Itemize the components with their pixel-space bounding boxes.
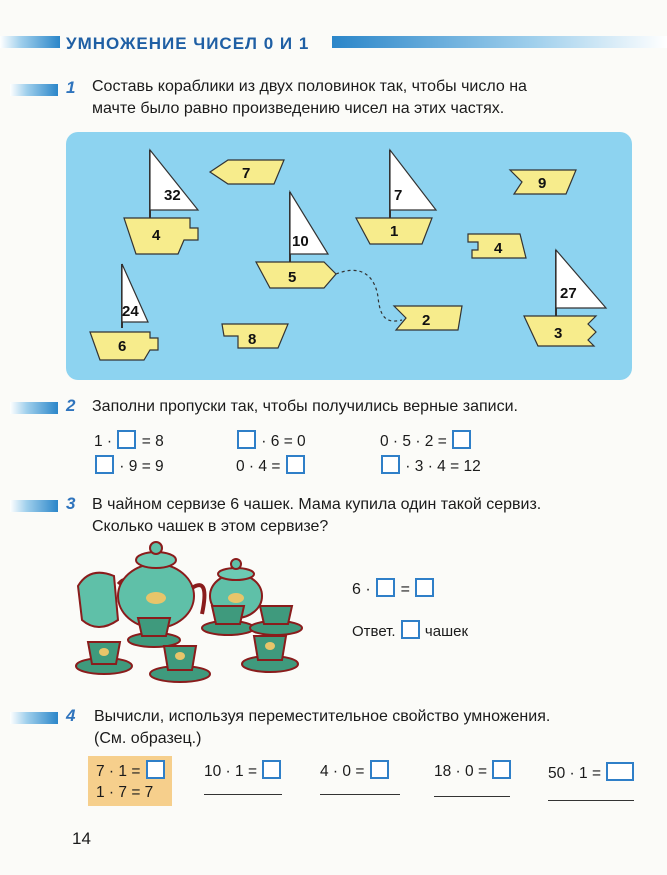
svg-text:24: 24 xyxy=(122,303,139,320)
task3-text-line2: Сколько чашек в этом сервизе? xyxy=(92,518,329,535)
svg-text:10: 10 xyxy=(292,233,309,250)
answer-box[interactable] xyxy=(401,620,420,639)
svg-text:8: 8 xyxy=(248,331,257,348)
answer-box[interactable] xyxy=(262,760,281,779)
task3-number: 3 xyxy=(66,494,76,513)
task1-text-line1: Составь кораблики из двух половинок так, чтобы число на xyxy=(92,78,527,95)
sample-line1: 7 · 1 = xyxy=(96,760,166,781)
header-bar-left xyxy=(0,36,60,48)
sail-24[interactable] xyxy=(122,264,148,328)
ship-puzzle-panel xyxy=(66,132,632,380)
task1-marker xyxy=(10,84,58,96)
task4-text-line1: Вычисли, используя переместительное свойство умножения. xyxy=(94,708,551,725)
hull-4-right[interactable] xyxy=(468,234,526,258)
task2-text: Заполни пропуски так, чтобы получились верные записи. xyxy=(92,398,518,415)
answer-box[interactable] xyxy=(286,455,305,474)
answer-box[interactable] xyxy=(381,455,400,474)
answer-line-4[interactable] xyxy=(548,800,634,801)
task4-item-2: 4 · 0 = xyxy=(320,760,390,781)
sample-line2: 1 · 7 = 7 xyxy=(96,784,154,801)
hull-1[interactable] xyxy=(356,218,432,244)
task2-eq-3: 0 · 5 · 2 = xyxy=(380,430,472,451)
task4-item-1: 10 · 1 = xyxy=(204,760,282,781)
svg-text:3: 3 xyxy=(554,325,563,342)
task4-text-line2: (См. образец.) xyxy=(94,730,202,747)
svg-text:6: 6 xyxy=(118,338,127,355)
svg-text:2: 2 xyxy=(422,312,431,329)
svg-text:9: 9 xyxy=(538,175,547,192)
svg-text:7: 7 xyxy=(242,165,251,182)
sail-7[interactable] xyxy=(390,150,436,220)
sail-10[interactable] xyxy=(290,192,328,262)
page-title: УМНОЖЕНИЕ ЧИСЕЛ 0 И 1 xyxy=(66,34,310,53)
answer-box[interactable] xyxy=(237,430,256,449)
task3-text-line1: В чайном сервизе 6 чашек. Мама купила один такой сервиз. xyxy=(92,496,542,513)
answer-box[interactable] xyxy=(415,578,434,597)
svg-text:27: 27 xyxy=(560,285,577,302)
hull-6[interactable] xyxy=(90,332,158,360)
svg-text:32: 32 xyxy=(164,187,181,204)
answer-line-1[interactable] xyxy=(204,794,282,795)
task2-eq-2: · 6 = 0 xyxy=(236,430,306,451)
svg-text:7: 7 xyxy=(394,187,403,204)
answer-box[interactable] xyxy=(452,430,471,449)
svg-text:5: 5 xyxy=(288,269,297,286)
task4-item-3: 18 · 0 = xyxy=(434,760,512,781)
task2-eq-4: · 9 = 9 xyxy=(94,455,164,476)
task1-text-line2: мачте было равно произведению чисел на этих частях. xyxy=(92,100,505,117)
hull-2[interactable] xyxy=(394,306,462,330)
answer-box[interactable] xyxy=(370,760,389,779)
svg-text:4: 4 xyxy=(152,227,161,244)
page-number: 14 xyxy=(72,829,91,848)
hull-9[interactable] xyxy=(510,170,576,194)
svg-text:1: 1 xyxy=(390,223,399,240)
task1-number: 1 xyxy=(66,78,76,97)
task3-answer: Ответ. чашек xyxy=(352,620,468,640)
task4-number: 4 xyxy=(66,706,76,725)
task4-item-4: 50 · 1 = xyxy=(548,762,635,783)
ship-puzzle-illustration xyxy=(66,132,632,380)
sail-32[interactable] xyxy=(150,150,198,222)
hull-3[interactable] xyxy=(524,316,596,346)
svg-text:4: 4 xyxy=(494,240,503,257)
task4-marker xyxy=(10,712,58,724)
answer-line-3[interactable] xyxy=(434,796,510,797)
task2-eq-1: 1 · = 8 xyxy=(94,430,164,451)
answer-box[interactable] xyxy=(146,760,165,779)
answer-box[interactable] xyxy=(376,578,395,597)
task2-eq-5: 0 · 4 = xyxy=(236,455,306,476)
connection-path xyxy=(336,270,402,321)
hull-8[interactable] xyxy=(222,324,288,348)
task3-marker xyxy=(10,500,58,512)
answer-box[interactable] xyxy=(117,430,136,449)
answer-box[interactable] xyxy=(492,760,511,779)
task2-number: 2 xyxy=(66,396,76,415)
header-bar-right xyxy=(332,36,667,48)
answer-box[interactable] xyxy=(606,762,634,781)
task3-equation: 6 · = xyxy=(352,578,435,599)
tea-set-illustration xyxy=(70,536,320,684)
hull-5[interactable] xyxy=(256,262,336,288)
answer-line-2[interactable] xyxy=(320,794,400,795)
hull-7[interactable] xyxy=(210,160,284,184)
answer-box[interactable] xyxy=(95,455,114,474)
sail-27[interactable] xyxy=(556,250,606,318)
hull-4-left[interactable] xyxy=(124,218,198,254)
task2-marker xyxy=(10,402,58,414)
task2-eq-6: · 3 · 4 = 12 xyxy=(380,455,481,476)
